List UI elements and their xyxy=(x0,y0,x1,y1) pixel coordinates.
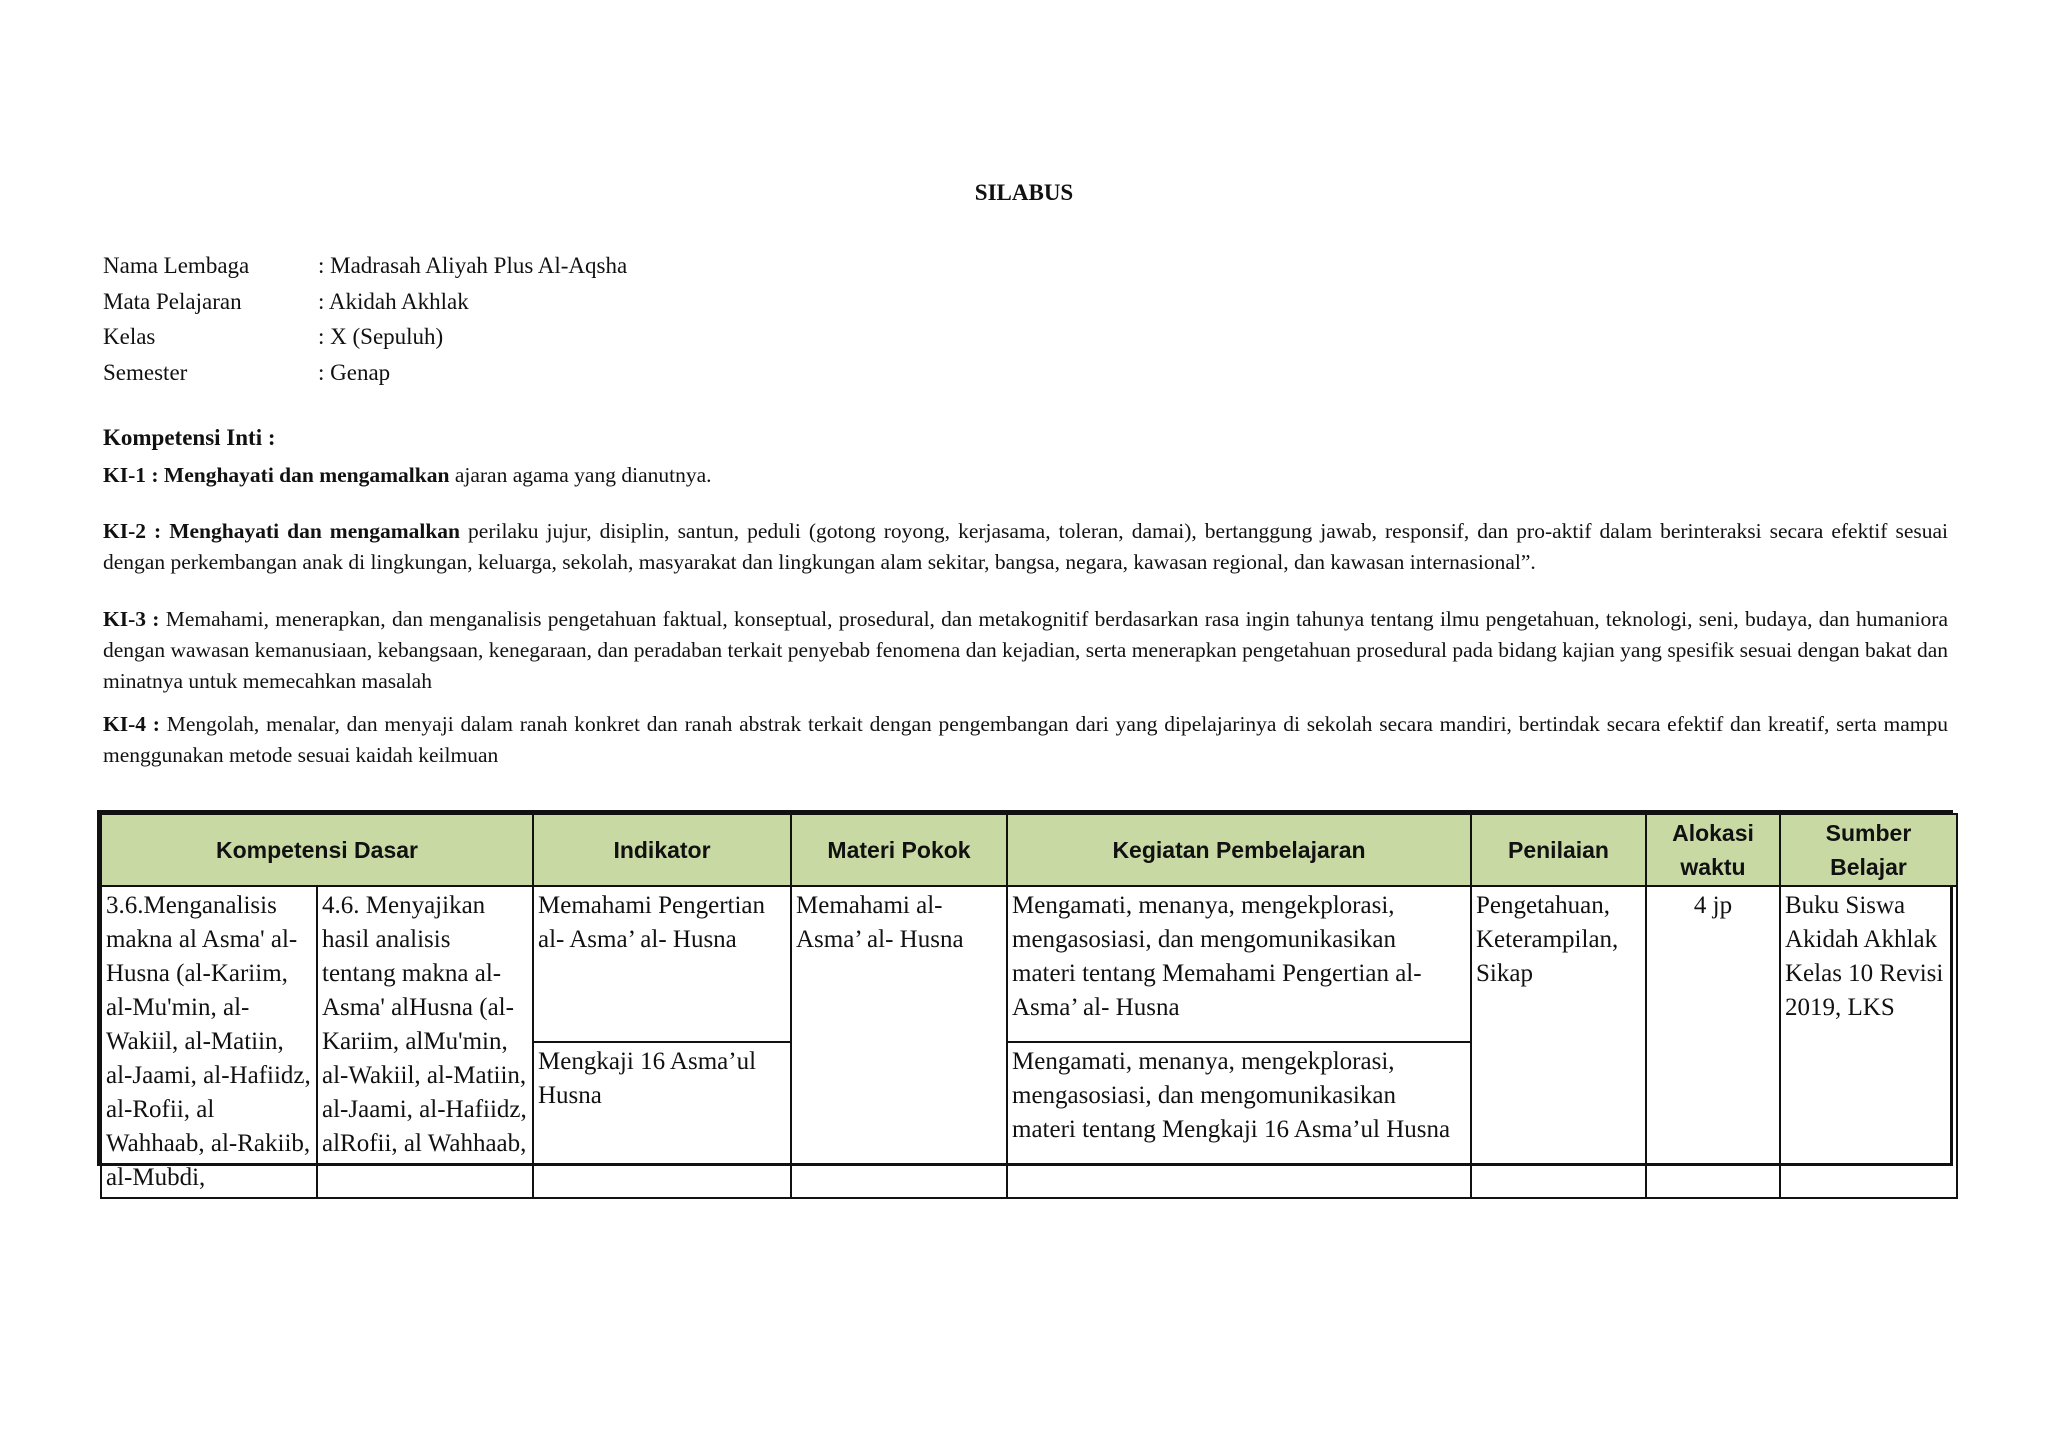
header-kompetensi-dasar: Kompetensi Dasar xyxy=(101,814,533,886)
header-sumber: Sumber Belajar xyxy=(1780,814,1957,886)
ki-label: KI-2 : xyxy=(103,519,162,543)
ki-2-paragraph xyxy=(103,516,1948,578)
ki-text: Mengolah, menalar, dan menyaji dalam ranah konkret dan ranah abstrak terkait dengan pengembangan dari yang dipelajarinya di sekolah secara mandiri, bertindak secara efektif dan kreatif, serta mampu menggunakan metode sesuai kaidah keilmuan xyxy=(103,712,1948,767)
info-label: Nama Lembaga xyxy=(103,253,250,278)
header-indikator: Indikator xyxy=(533,814,791,886)
cell-kd-4: 4.6. Menyajikan hasil analisis tentang makna al-Asma' alHusna (al-Kariim, alMu'min, al-Wakiil, al-Matiin, al-Jaami, al-Hafiidz, alRofii, al Wahhaab, xyxy=(317,886,533,1198)
ki-label: KI-3 : xyxy=(103,607,160,631)
info-row-lembaga xyxy=(103,248,627,284)
ki-text: Memahami, menerapkan, dan menganalisis pengetahuan faktual, konseptual, prosedural, dan metakognitif berdasarkan rasa ingin tahunya tentang ilmu pengetahuan, teknologi, seni, budaya, dan humaniora dengan wawasan kemanusiaan, kebangsaan, kenegaraan, dan peradaban terkait penyebab fenomena dan kejadian, serta menerapkan pengetahuan prosedural pada bidang kajian yang spesifik sesuai dengan bakat dan minatnya untuk memecahkan masalah xyxy=(103,607,1949,693)
ki-3-paragraph xyxy=(103,604,1948,697)
ki-heading: Kompetensi Inti : xyxy=(103,425,276,450)
cell-kegiatan-2: Mengamati, menanya, mengekplorasi, mengasosiasi, dan mengomunikasikan materi tentang Mengkaji 16 Asma’ul Husna xyxy=(1007,1042,1471,1198)
header-kegiatan: Kegiatan Pembelajaran xyxy=(1007,814,1471,886)
page-title: SILABUS xyxy=(974,180,1074,205)
cell-indikator-1: Memahami Pengertian al- Asma’ al- Husna xyxy=(533,886,791,1042)
cell-alokasi: 4 jp xyxy=(1646,886,1780,1198)
cell-kd-3: 3.6.Menganalisis makna al Asma' al-Husna (al-Kariim, al-Mu'min, al-Wakiil, al-Matiin, al-Jaami, al-Hafiidz, al-Rofii, al Wahhaab, al-Rakiib, al-Mubdi, xyxy=(101,886,317,1198)
cell-penilaian: Pengetahuan, Keterampilan, Sikap xyxy=(1471,886,1646,1198)
info-value: : Akidah Akhlak xyxy=(318,288,469,314)
ki-bold-text: Menghayati dan mengamalkan xyxy=(163,463,450,487)
ki-bold-text: Menghayati dan mengamalkan xyxy=(169,519,461,543)
ki-text: ajaran agama yang dianutnya. xyxy=(449,463,712,487)
info-label: Mata Pelajaran xyxy=(103,288,242,314)
info-row-kelas xyxy=(103,319,627,355)
info-row-semester xyxy=(103,355,627,391)
table-row xyxy=(101,886,1957,1042)
info-value: : Genap xyxy=(318,359,391,385)
info-label: Semester xyxy=(103,359,188,385)
cell-kegiatan-1: Mengamati, menanya, mengekplorasi, mengasosiasi, dan mengomunikasikan materi tentang Memahami Pengertian al- Asma’ al- Husna xyxy=(1007,886,1471,1042)
header-materi-pokok: Materi Pokok xyxy=(791,814,1007,886)
syllabus-table xyxy=(100,813,1958,1199)
ki-1-paragraph xyxy=(103,460,1948,491)
table-header-row xyxy=(101,814,1957,886)
info-label: Kelas xyxy=(103,324,156,349)
ki-text: perilaku jujur, disiplin, santun, peduli (gotong royong, kerjasama, toleran, damai), bertanggung jawab, responsif, dan pro-aktif dalam berinteraksi secara efektif sesuai dengan perkembangan anak di lingkungan, keluarga, sekolah, masyarakat dan lingkungan alam sekitar, bangsa, negara, kawasan regional, dan kawasan internasional”. xyxy=(103,519,1948,574)
info-row-mapel xyxy=(103,284,627,320)
info-value: : X (Sepuluh) xyxy=(318,324,444,349)
cell-sumber: Buku Siswa Akidah Akhlak Kelas 10 Revisi 2019, LKS xyxy=(1780,886,1957,1198)
info-block xyxy=(103,248,627,390)
cell-materi: Memahami al- Asma’ al- Husna xyxy=(791,886,1007,1198)
ki-4-paragraph xyxy=(103,709,1948,771)
syllabus-table-container xyxy=(97,810,1953,1191)
ki-label: KI-4 : xyxy=(103,712,160,736)
ki-label: KI-1 : xyxy=(103,463,159,487)
cell-indikator-2: Mengkaji 16 Asma’ul Husna xyxy=(533,1042,791,1198)
info-value: : Madrasah Aliyah Plus Al-Aqsha xyxy=(318,253,628,278)
header-alokasi: Alokasi waktu xyxy=(1646,814,1780,886)
header-penilaian: Penilaian xyxy=(1471,814,1646,886)
